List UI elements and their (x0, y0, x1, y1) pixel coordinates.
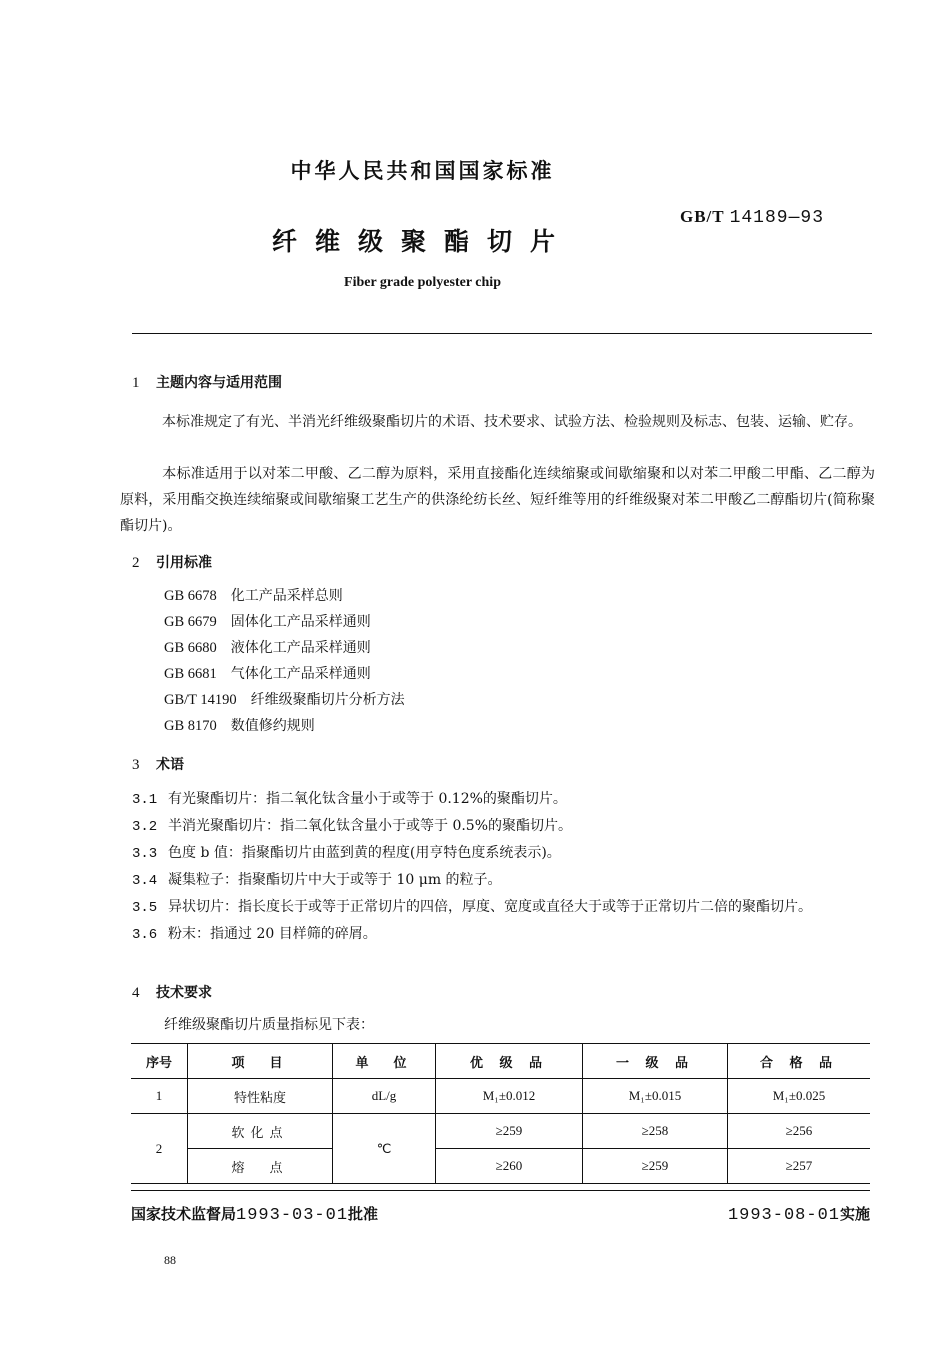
col-header-item: 项 目 (188, 1044, 333, 1079)
col-header-no: 序号 (131, 1044, 188, 1079)
section-2-number: 2 (132, 555, 140, 571)
reference-list (164, 583, 405, 739)
page-number: 88 (164, 1253, 176, 1267)
term-item: 3.3 色度 b 值：指聚酯切片由蓝到黄的程度(用亨特色度系统表示)。 (132, 845, 561, 862)
reference-item: GB 6681 气体化工产品采样通则 (164, 666, 371, 682)
section-2-title: 引用标准 (156, 555, 212, 571)
section-3-title: 术语 (156, 757, 184, 773)
section-3-number: 3 (132, 757, 140, 773)
section-3-heading (132, 754, 184, 774)
col-header-unit: 单 位 (333, 1044, 436, 1079)
section-4-title: 技术要求 (156, 985, 212, 1001)
section-4-number: 4 (132, 985, 140, 1001)
term-item: 3.2 半消光聚酯切片：指二氧化钛含量小于或等于 0.5%的聚酯切片。 (132, 818, 573, 835)
standard-number: 14189—93 (729, 208, 824, 228)
reference-item: GB 8170 数值修约规则 (164, 718, 315, 734)
col-header-qualified: 合 格 品 (728, 1044, 871, 1079)
col-header-first-grade: 一 级 品 (583, 1044, 728, 1079)
table-row: 熔 点 ≥260 ≥259 ≥257 (131, 1149, 870, 1184)
reference-item: GB 6678 化工产品采样总则 (164, 588, 343, 604)
table-row: 2 软化点 ℃ ≥259 ≥258 ≥256 (131, 1114, 870, 1149)
top-divider (132, 333, 872, 334)
term-item: 3.6 粉末：指通过 20 目样筛的碎屑。 (132, 926, 377, 943)
section-2-heading (132, 552, 212, 572)
approval-line: 国家技术监督局1993-03-01批准 (131, 1205, 379, 1225)
term-item: 3.4 凝集粒子：指聚酯切片中大于或等于 10 μm 的粒子。 (132, 872, 502, 889)
quality-table (131, 1043, 870, 1184)
reference-item: GB 6679 固体化工产品采样通则 (164, 614, 371, 630)
section-1-paragraph-2: 本标准适用于以对苯二甲酸、乙二醇为原料，采用直接酯化连续缩聚或间歇缩聚和以对苯二甲酸二甲酯、乙二醇为原料，采用酯交换连续缩聚或间歇缩聚工艺生产的供涤纶纺长丝、短纤维等用的纤维级聚对苯二甲酸乙二醇酯切片(简称聚酯切片)。 (120, 466, 875, 534)
section-1-number: 1 (132, 375, 140, 391)
table-intro: 纤维级聚酯切片质量指标见下表： (164, 1017, 374, 1033)
term-item: 3.5 异状切片：指长度长于或等于正常切片的四倍，厚度、宽度或直径大于或等于正常切片二倍的聚酯切片。 (132, 899, 812, 916)
section-1-heading (132, 372, 282, 392)
table-header-row (131, 1044, 870, 1079)
reference-item: GB/T 14190 纤维级聚酯切片分析方法 (164, 692, 405, 708)
document-subtitle-en: Fiber grade polyester chip (344, 275, 501, 290)
term-item: 3.1 有光聚酯切片：指二氧化钛含量小于或等于 0.12%的聚酯切片。 (132, 791, 567, 808)
standard-prefix: GB/T (680, 207, 725, 226)
section-1-title: 主题内容与适用范围 (156, 375, 282, 391)
document-title: 纤维级聚酯切片 (271, 227, 573, 256)
section-1-paragraph-1: 本标准规定了有光、半消光纤维级聚酯切片的术语、技术要求、试验方法、检验规则及标志、包装、运输、贮存。 (162, 414, 862, 430)
table-row: 1 特性粘度 dL/g M₁±0.012 M₁±0.015 M₁±0.025 (131, 1079, 870, 1114)
terms-list (120, 786, 875, 948)
effective-line: 1993-08-01实施 (727, 1205, 870, 1225)
reference-item: GB 6680 液体化工产品采样通则 (164, 640, 371, 656)
bottom-divider (131, 1190, 870, 1191)
section-4-heading (132, 982, 212, 1002)
col-header-superior: 优 级 品 (436, 1044, 583, 1079)
issuer-title: 中华人民共和国国家标准 (290, 159, 555, 183)
